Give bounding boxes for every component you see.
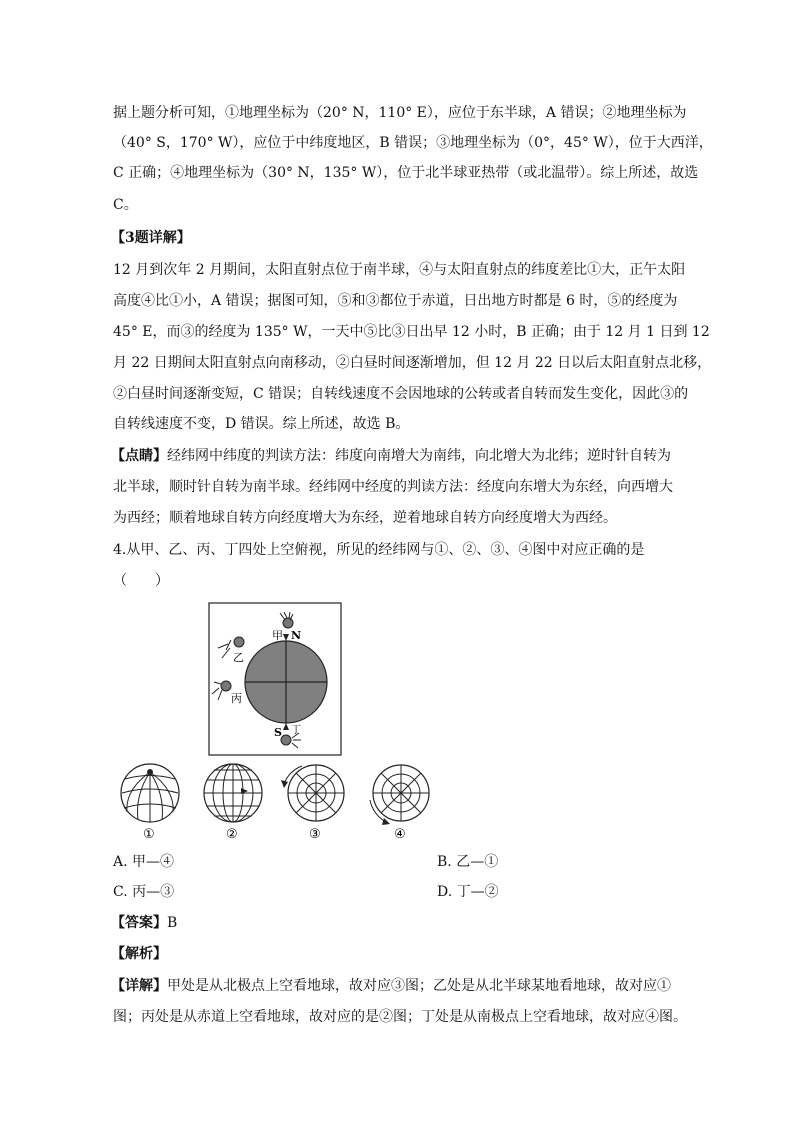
tip-text-1: 经纬网中纬度的判读方法：纬度向南增大为南纬，向北增大为北纬；逆时针自转为 — [167, 448, 671, 464]
detail-text-1: 甲处是从北极点上空看地球，故对应③图；乙处是从北半球某地看地球，故对应① — [167, 978, 671, 994]
analysis-label: 【解析】 — [111, 946, 167, 962]
q2-text-line-1: 据上题分析可知，①地理坐标为（20° N，110° E），应位于东半球，A 错误；②地理坐标为 — [113, 105, 687, 121]
detail-line-1 — [111, 976, 681, 996]
q3-text-line-3: 45° E，而③的经度为 135° W，一天中⑤比③日出早 12 小时，B 正确；由于 12 月 1 日到 12 — [113, 324, 710, 340]
q2-text-line-3: C 正确；④地理坐标为（30° N，135° W），位于北半球亚热带（或北温带）。综上所述，故选 — [113, 165, 699, 181]
label-ding: 丁 — [291, 725, 301, 736]
q3-heading: 【3题详解】 — [111, 230, 191, 246]
q4-stem: 4.从甲、乙、丙、丁四处上空俯视，所见的经纬网与①、②、③、④图中对应正确的是 — [113, 542, 645, 558]
label-north: N — [291, 629, 302, 642]
option-a[interactable]: A. 甲—④ — [113, 854, 175, 870]
label-jia: 甲 — [272, 629, 283, 642]
globe-4 — [370, 765, 429, 825]
answer-line — [111, 913, 681, 933]
globe-label-4: ④ — [394, 827, 406, 842]
tip-label: 【点睛】 — [111, 448, 167, 464]
detail-line-2: 图；丙处是从赤道上空看地球，故对应的是②图；丁处是从南极点上空看地球，故对应④图。 — [113, 1009, 687, 1025]
option-d[interactable]: D. 丁—② — [437, 884, 499, 900]
globe-2 — [204, 764, 262, 822]
tip-line-3: 为西经；顺着地球自转方向经度增大为东经，逆着地球自转方向经度增大为西经。 — [113, 510, 617, 526]
q3-text-line-6: 自转线速度不变，D 错误。综上所述，故选 B。 — [113, 416, 410, 432]
observer-diagram — [209, 603, 341, 755]
q3-text-line-4: 月 22 日期间太阳直射点向南移动，②白昼时间逐渐增加，但 12 月 22 日以后太阳直射点北移， — [113, 355, 712, 371]
q3-text-line-1: 12 月到次年 2 月期间，太阳直射点位于南半球，④与太阳直射点的纬度差比①大，正午太阳 — [113, 262, 686, 278]
globe-1 — [121, 764, 179, 822]
q2-text-line-2: （40° S，170° W），应位于中纬度地区，B 错误；③地理坐标为（0°，45° W），位于大西洋， — [113, 135, 713, 151]
detail-label: 【详解】 — [111, 978, 167, 994]
answer-value: B — [167, 915, 178, 931]
label-yi: 乙 — [233, 651, 244, 664]
option-b[interactable]: B. 乙—① — [437, 854, 499, 870]
globe-label-2: ② — [226, 827, 238, 842]
globe-label-3: ③ — [309, 827, 321, 842]
label-bing: 丙 — [231, 692, 242, 705]
answer-label: 【答案】 — [111, 915, 167, 931]
label-south: S — [274, 726, 282, 739]
globe-label-1: ① — [143, 827, 155, 842]
globe-3 — [281, 765, 344, 821]
q3-text-line-5: ②白昼时间逐渐变短，C 错误；自转线速度不会因地球的公转或者自转而发生变化，因此③的 — [113, 386, 689, 402]
q3-text-line-2: 高度④比①小，A 错误；据图可知，⑤和③都位于赤道，日出地方时都是 6 时，⑤的经度为 — [113, 293, 678, 309]
q2-text-line-4: C。 — [113, 197, 138, 213]
q4-blank: （ ） — [113, 573, 169, 589]
tip-line-2: 北半球，顺时针自转为南半球。经纬网中经度的判读方法：经度向东增大为东经，向西增大 — [113, 479, 673, 495]
option-c[interactable]: C. 丙—③ — [113, 884, 175, 900]
